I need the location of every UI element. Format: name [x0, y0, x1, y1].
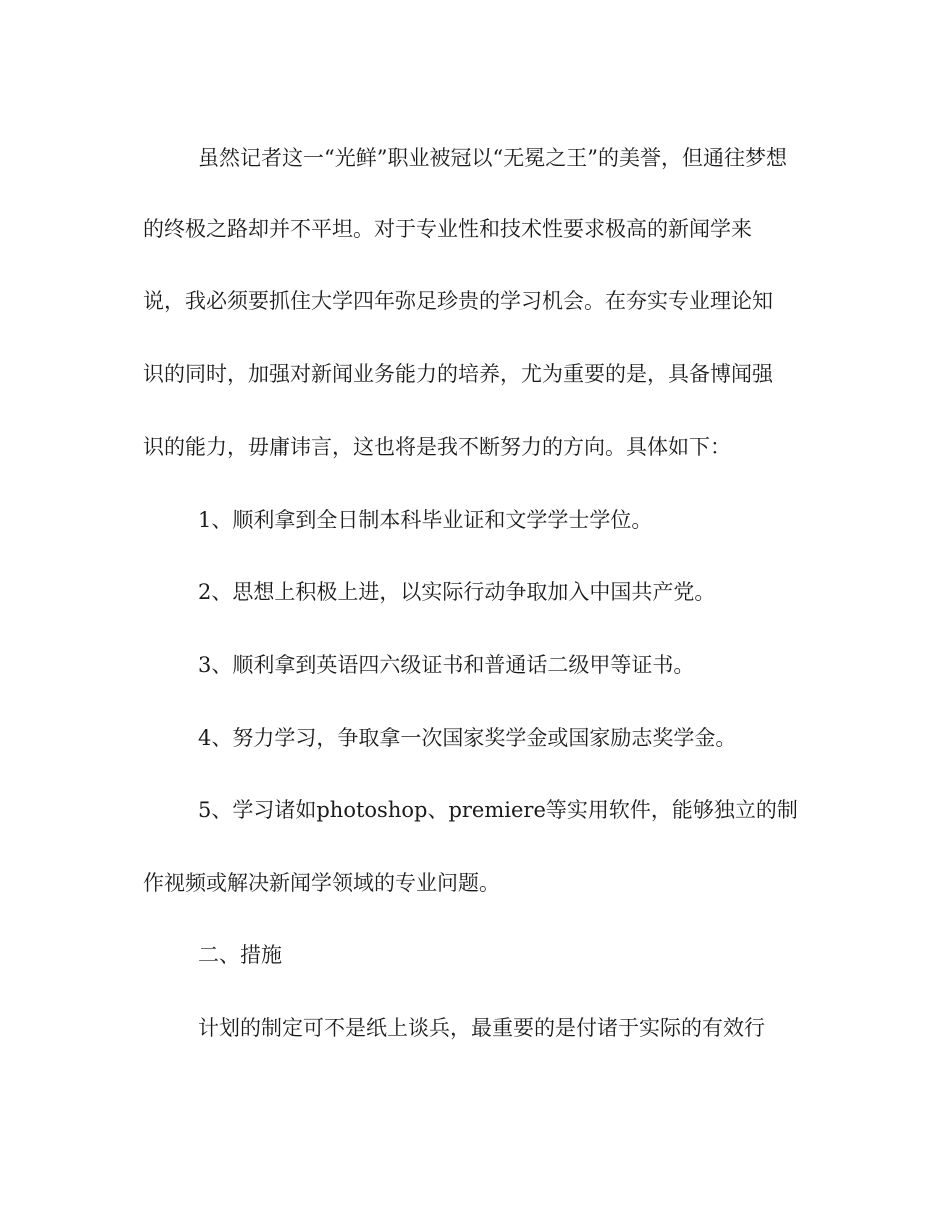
list-item: 5、学习诸如photoshop、premiere等实用软件，能够独立的制 [198, 798, 798, 822]
paragraph-line: 识的能力，毋庸讳言，这也将是我不断努力的方向。具体如下： [143, 435, 731, 459]
list-item: 2、思想上积极上进，以实际行动争取加入中国共产党。 [198, 580, 716, 604]
paragraph-line: 计划的制定可不是纸上谈兵，最重要的是付诸于实际的有效行 [198, 1016, 765, 1040]
paragraph-line: 说，我必须要抓住大学四年弥足珍贵的学习机会。在夯实专业理论知 [143, 289, 773, 313]
list-item: 4、努力学习，争取拿一次国家奖学金或国家励志奖学金。 [198, 726, 737, 750]
paragraph-line: 识的同时，加强对新闻业务能力的培养，尤为重要的是，具备博闻强 [143, 362, 773, 386]
list-item: 1、顺利拿到全日制本科毕业证和文学学士学位。 [198, 508, 653, 532]
section-heading: 二、措施 [198, 943, 282, 967]
paragraph-line: 虽然记者这一“光鲜”职业被冠以“无冕之王”的美誉，但通往梦想 [198, 146, 787, 170]
list-item: 3、顺利拿到英语四六级证书和普通话二级甲等证书。 [198, 653, 695, 677]
list-item-continuation: 作视频或解决新闻学领域的专业问题。 [143, 871, 500, 895]
paragraph-line: 的终极之路却并不平坦。对于专业性和技术性要求极高的新闻学来 [143, 217, 752, 241]
